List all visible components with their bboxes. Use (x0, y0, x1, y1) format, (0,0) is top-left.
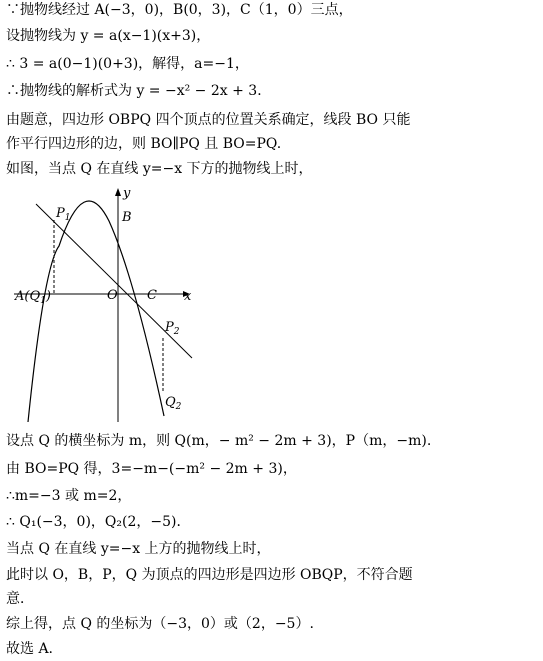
text-line-4: ∴抛物线的解析式为 y = −x² − 2x + 3． (6, 83, 272, 99)
text-line-7: 如图，当点 Q 在直线 y=−x 下方的抛物线上时， (6, 161, 313, 177)
text-line-8: 设点 Q 的横坐标为 m，则 Q(m，− m² − 2m + 3)，P（m，−m). (6, 433, 432, 449)
text-line-16: 故选 A. (6, 641, 54, 657)
text-line-14: 意． (6, 591, 34, 607)
text-line-6: 作平行四边形的边，则 BO∥PQ 且 BO=PQ. (6, 136, 282, 152)
parabola-curve (28, 201, 164, 422)
text-line-13: 此时以 O，B，P，Q 为顶点的四边形是四边形 OBQP，不符合题 (6, 567, 413, 583)
label-a-q1: $A(Q_1)$ (15, 289, 51, 306)
parabola-figure (14, 186, 200, 422)
label-c: C (147, 288, 157, 303)
label-x-axis: x (184, 289, 192, 304)
label-p2: $P_2$ (165, 320, 180, 337)
text-line-11: ∴ Q₁(−3，0)，Q₂(2，−5)． (6, 514, 191, 530)
text-line-10: ∴m=−3 或 m=2， (6, 488, 132, 504)
text-line-9: 由 BO=PQ 得，3=−m−(−m² − 2m + 3)， (6, 461, 297, 477)
text-line-5: 由题意，四边形 OBPQ 四个顶点的位置关系确定，线段 BO 只能 (6, 112, 411, 128)
label-y-axis: y (123, 186, 131, 201)
text-line-3: ∴ 3 = a(0−1)(0+3)，解得，a=−1， (6, 56, 249, 72)
y-axis-arrow (115, 188, 121, 196)
text-line-15: 综上得，点 Q 的坐标为（−3，0）或（2，−5）. (6, 616, 314, 632)
figure-svg (14, 186, 200, 422)
label-q2: $Q_2$ (165, 395, 182, 412)
text-line-12: 当点 Q 在直线 y=−x 上方的抛物线上时， (6, 541, 271, 557)
text-line-2: 设抛物线为 y = a(x−1)(x+3)， (6, 28, 211, 44)
label-p1: $P_1$ (56, 206, 71, 223)
text-line-1: ∵抛物线经过 A(−3，0)，B(0，3)，C（1，0）三点， (6, 2, 353, 18)
label-o: O (107, 288, 118, 303)
label-b: B (122, 210, 132, 225)
